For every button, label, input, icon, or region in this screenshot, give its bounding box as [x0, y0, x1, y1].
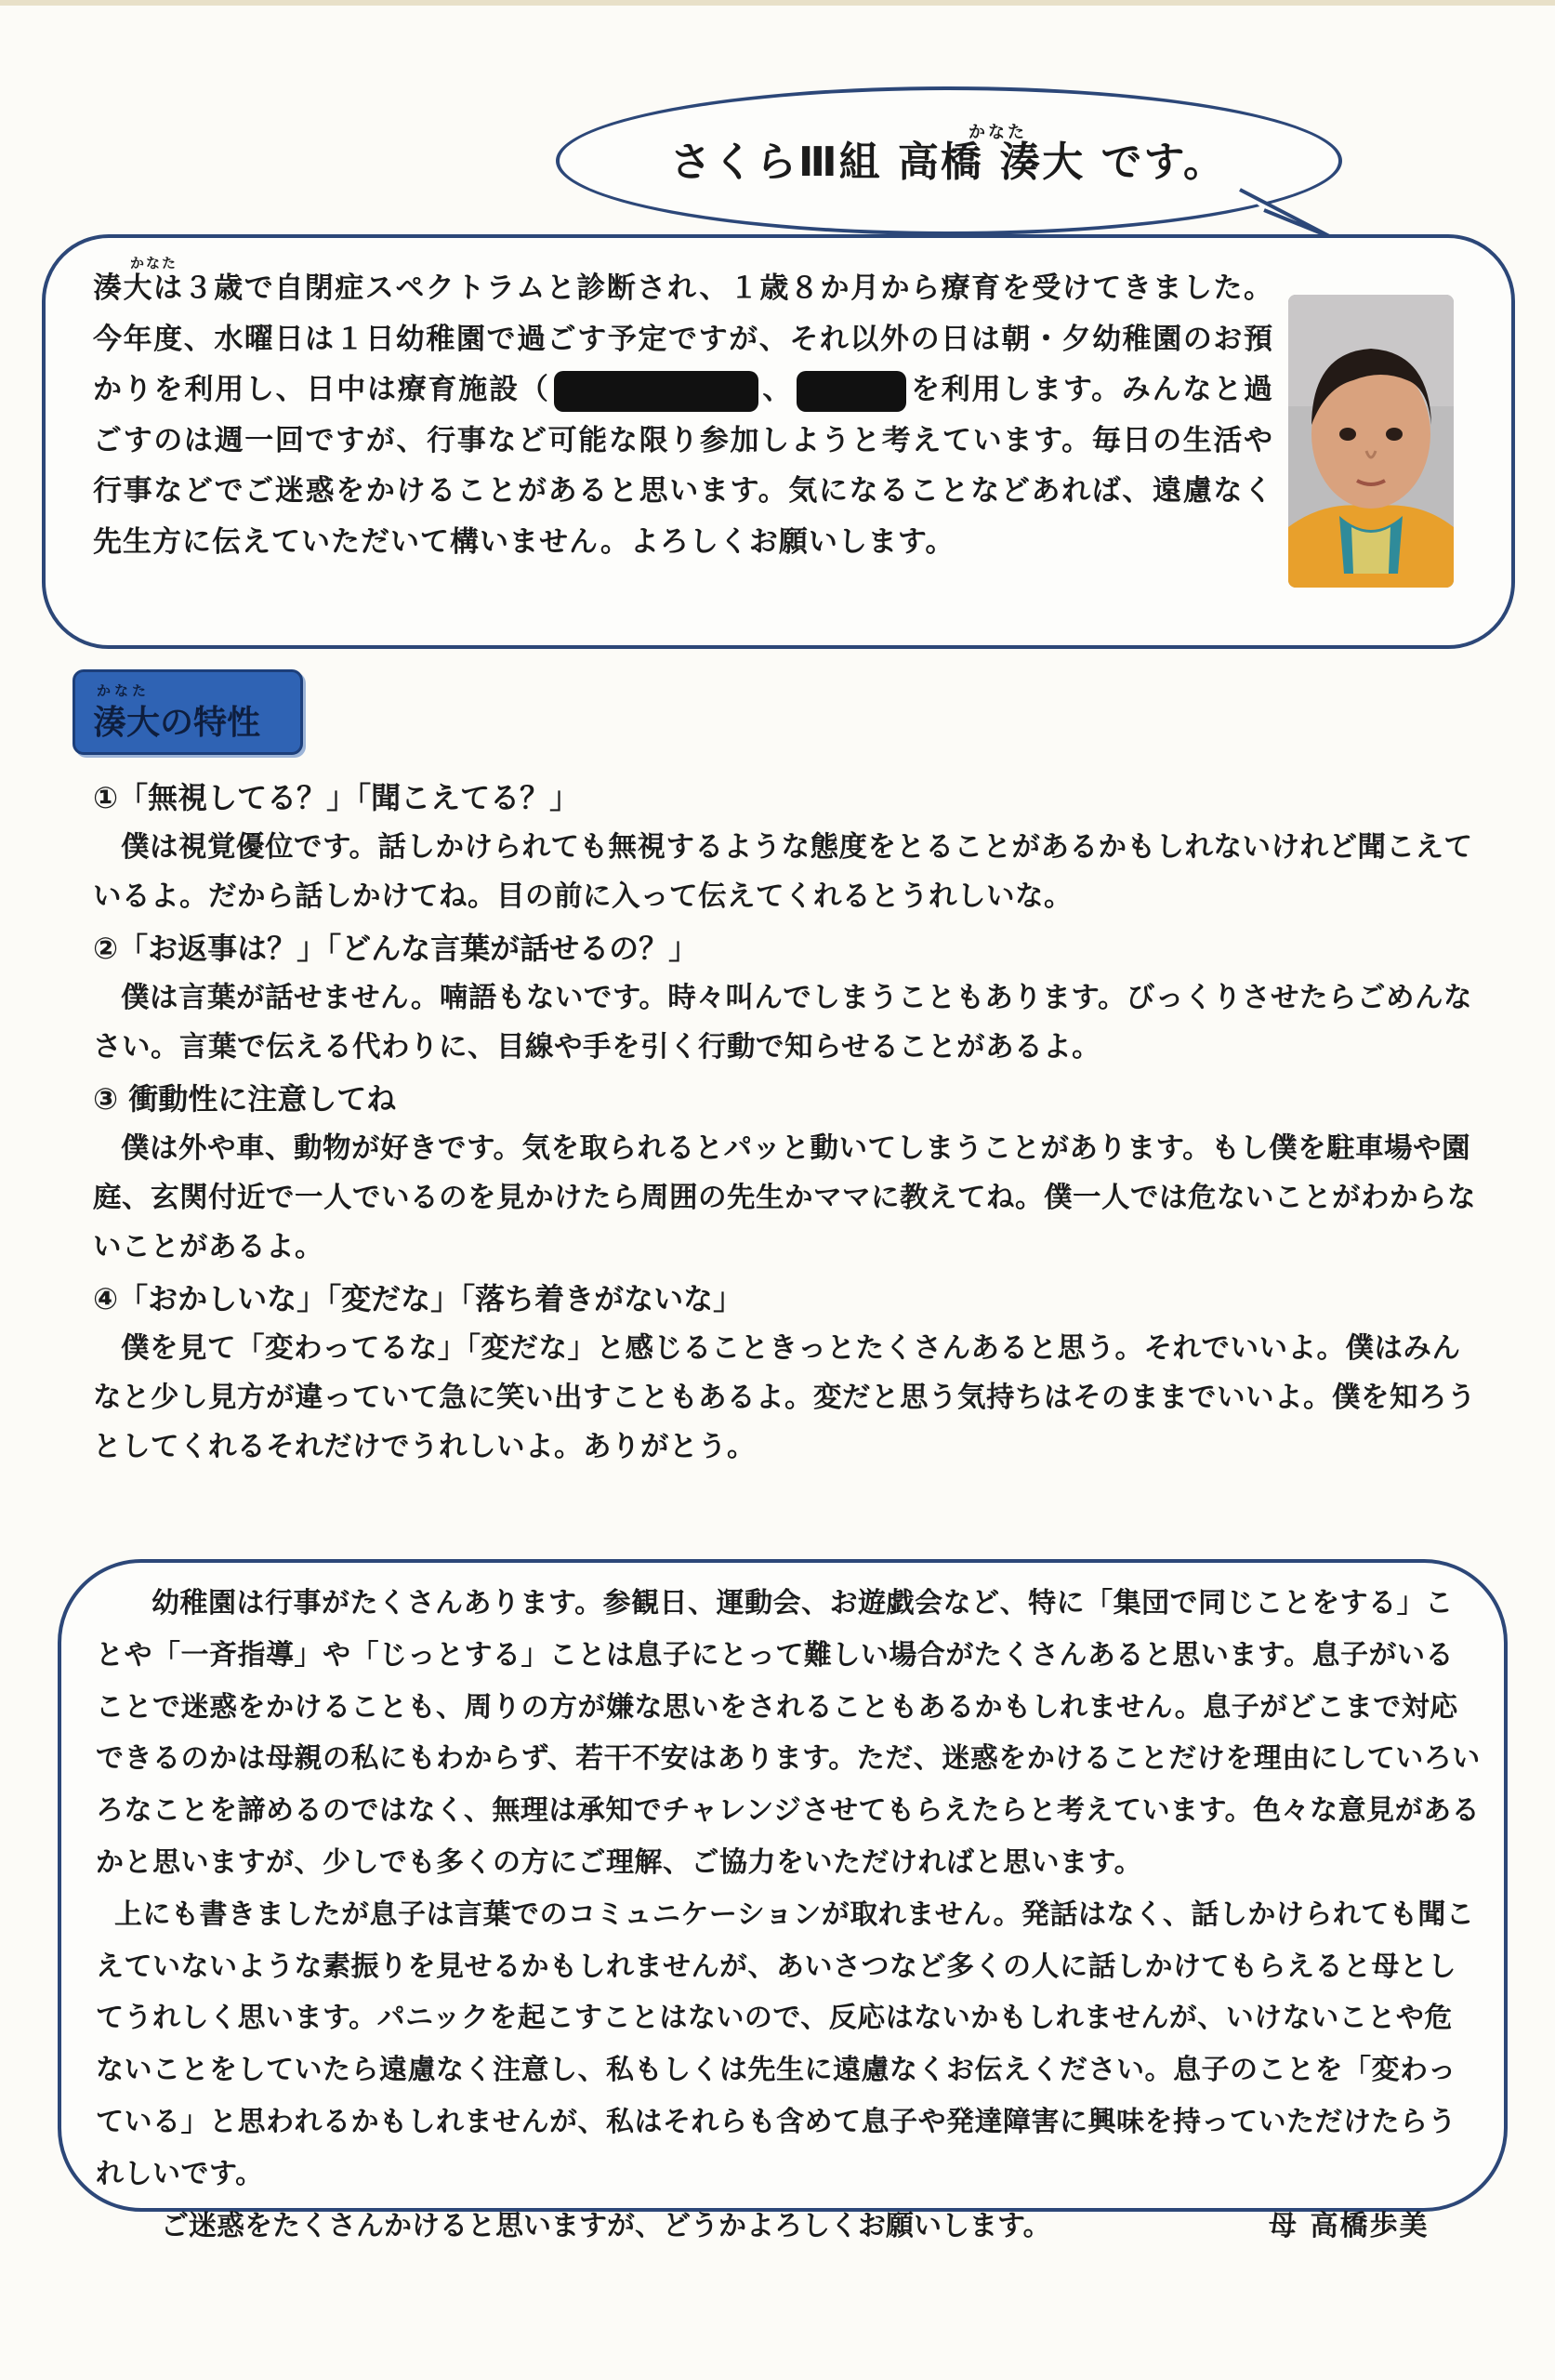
- closing-text: ご迷惑をたくさんかけると思いますが、どうかよろしくお願いします。: [161, 2209, 1051, 2242]
- intro-text-middle: 、: [761, 373, 794, 406]
- trait-item-3: [93, 1075, 1487, 1272]
- trait-body: 僕は外や車、動物が好きです。気を取られるとパッと動いてしまうことがあります。もし僕を駐車場や園庭、玄関付近で一人でいるのを見かけたら周囲の先生かママに教えてね。僕一人では危ないことがわからないことがあるよ。: [93, 1132, 1476, 1263]
- trait-item-4: [93, 1275, 1487, 1472]
- trait-item-1: [93, 774, 1487, 921]
- child-photo-illustration: [1288, 295, 1454, 588]
- child-photo: [1288, 295, 1454, 588]
- mother-paragraph-2: 上にも書きましたが息子は言葉でのコミュニケーションが取れません。発話はなく、話しかけられても聞こえていないような素振りを見せるかもしれませんが、あいさつなど多くの人に話しかけてもらえると母としてうれしく思います。パニックを起こすことはないので、反応はないかもしれませんが、いけないことや危ないことをしていたら遠慮なく注意し、私もしくは先生に遠慮なくお伝えください。息子のことを「変わっている」と思われるかもしれませんが、私はそれらも含めて息子や発達障害に興味を持っていただけたらうれしいです。: [96, 1897, 1475, 2190]
- intro-paragraph: [93, 263, 1273, 567]
- mother-message: [96, 1578, 1481, 2253]
- mother-closing-line: [96, 2201, 1481, 2253]
- trait-body: 僕は視覚優位です。話しかけられても無視するような態度をとることがあるかもしれないけれど聞こえているよ。だから話しかけてね。目の前に入って伝えてくれるとうれしいな。: [93, 831, 1473, 913]
- intro-text-before: 湊大は３歳で自閉症スペクトラムと診断され、１歳８か月から療育を受けてきました。今年度、水曜日は１日幼稚園で過ごす予定ですが、それ以外の日は朝・夕幼稚園のお預かりを利用し、日中は療育施設（: [93, 271, 1273, 406]
- page-title: さくらⅢ組 高橋 湊大 です。: [669, 139, 1227, 186]
- trait-heading: ③ 衝動性に注意してね: [93, 1081, 397, 1117]
- traits-list: [93, 774, 1487, 1474]
- page-top-edge: [0, 0, 1555, 6]
- trait-body: 僕は言葉が話せません。喃語もないです。時々叫んでしまうこともあります。びっくりさせたらごめんなさい。言葉で伝える代わりに、目線や手を引く行動で知らせることがあるよ。: [93, 982, 1472, 1064]
- redaction-block-1: [554, 371, 758, 412]
- traits-header-ruby: かなた: [97, 682, 151, 699]
- signature: 母 高橋歩美: [1269, 2209, 1430, 2242]
- trait-item-2: [93, 924, 1487, 1072]
- mother-paragraph-1: 幼稚園は行事がたくさんあります。参観日、運動会、お遊戯会など、特に「集団で同じことをする」ことや「一斉指導」や「じっとする」ことは息子にとって難しい場合がたくさんあると思います。息子がいることで迷惑をかけることも、周りの方が嫌な思いをされることもあるかもしれません。息子がどこまで対応できるのかは母親の私にもわからず、若干不安はあります。ただ、迷惑をかけることだけを理由にしていろいろなことを諦めるのではなく、無理は承知でチャレンジさせてもらえたらと考えています。色々な意見があるかと思いますが、少しでも多くの方にご理解、ご協力をいただければと思います。: [96, 1587, 1481, 1879]
- intro-text-after: を利用します。みんなと過ごすのは週一回ですが、行事など可能な限り参加しようと考えています。毎日の生活や行事などでご迷惑をかけることがあると思います。気になることなどあれば、遠慮なく先生方に伝えていただいて構いません。よろしくお願いします。: [93, 373, 1274, 559]
- trait-heading: ①「無視してる？」「聞こえてる？」: [93, 780, 580, 815]
- trait-heading: ④「おかしいな」「変だな」「落ち着きがないな」: [93, 1281, 744, 1316]
- trait-body: 僕を見て「変わってるな」「変だな」と感じることきっとたくさんあると思う。それでいいよ。僕はみんなと少し見方が違っていて急に笑い出すこともあるよ。変だと思う気持ちはそのままでいいよ。僕を知ろうとしてくれるそれだけでうれしいよ。ありがとう。: [93, 1332, 1476, 1463]
- title-ruby: かなた: [969, 123, 1027, 142]
- intro-ruby: かなた: [130, 255, 178, 271]
- speech-bubble-tail: [1236, 186, 1338, 242]
- redaction-block-2: [797, 371, 906, 412]
- traits-header-title: 湊大の特性: [93, 704, 261, 742]
- trait-heading: ②「お返事は？」「どんな言葉が話せるの？」: [93, 931, 699, 966]
